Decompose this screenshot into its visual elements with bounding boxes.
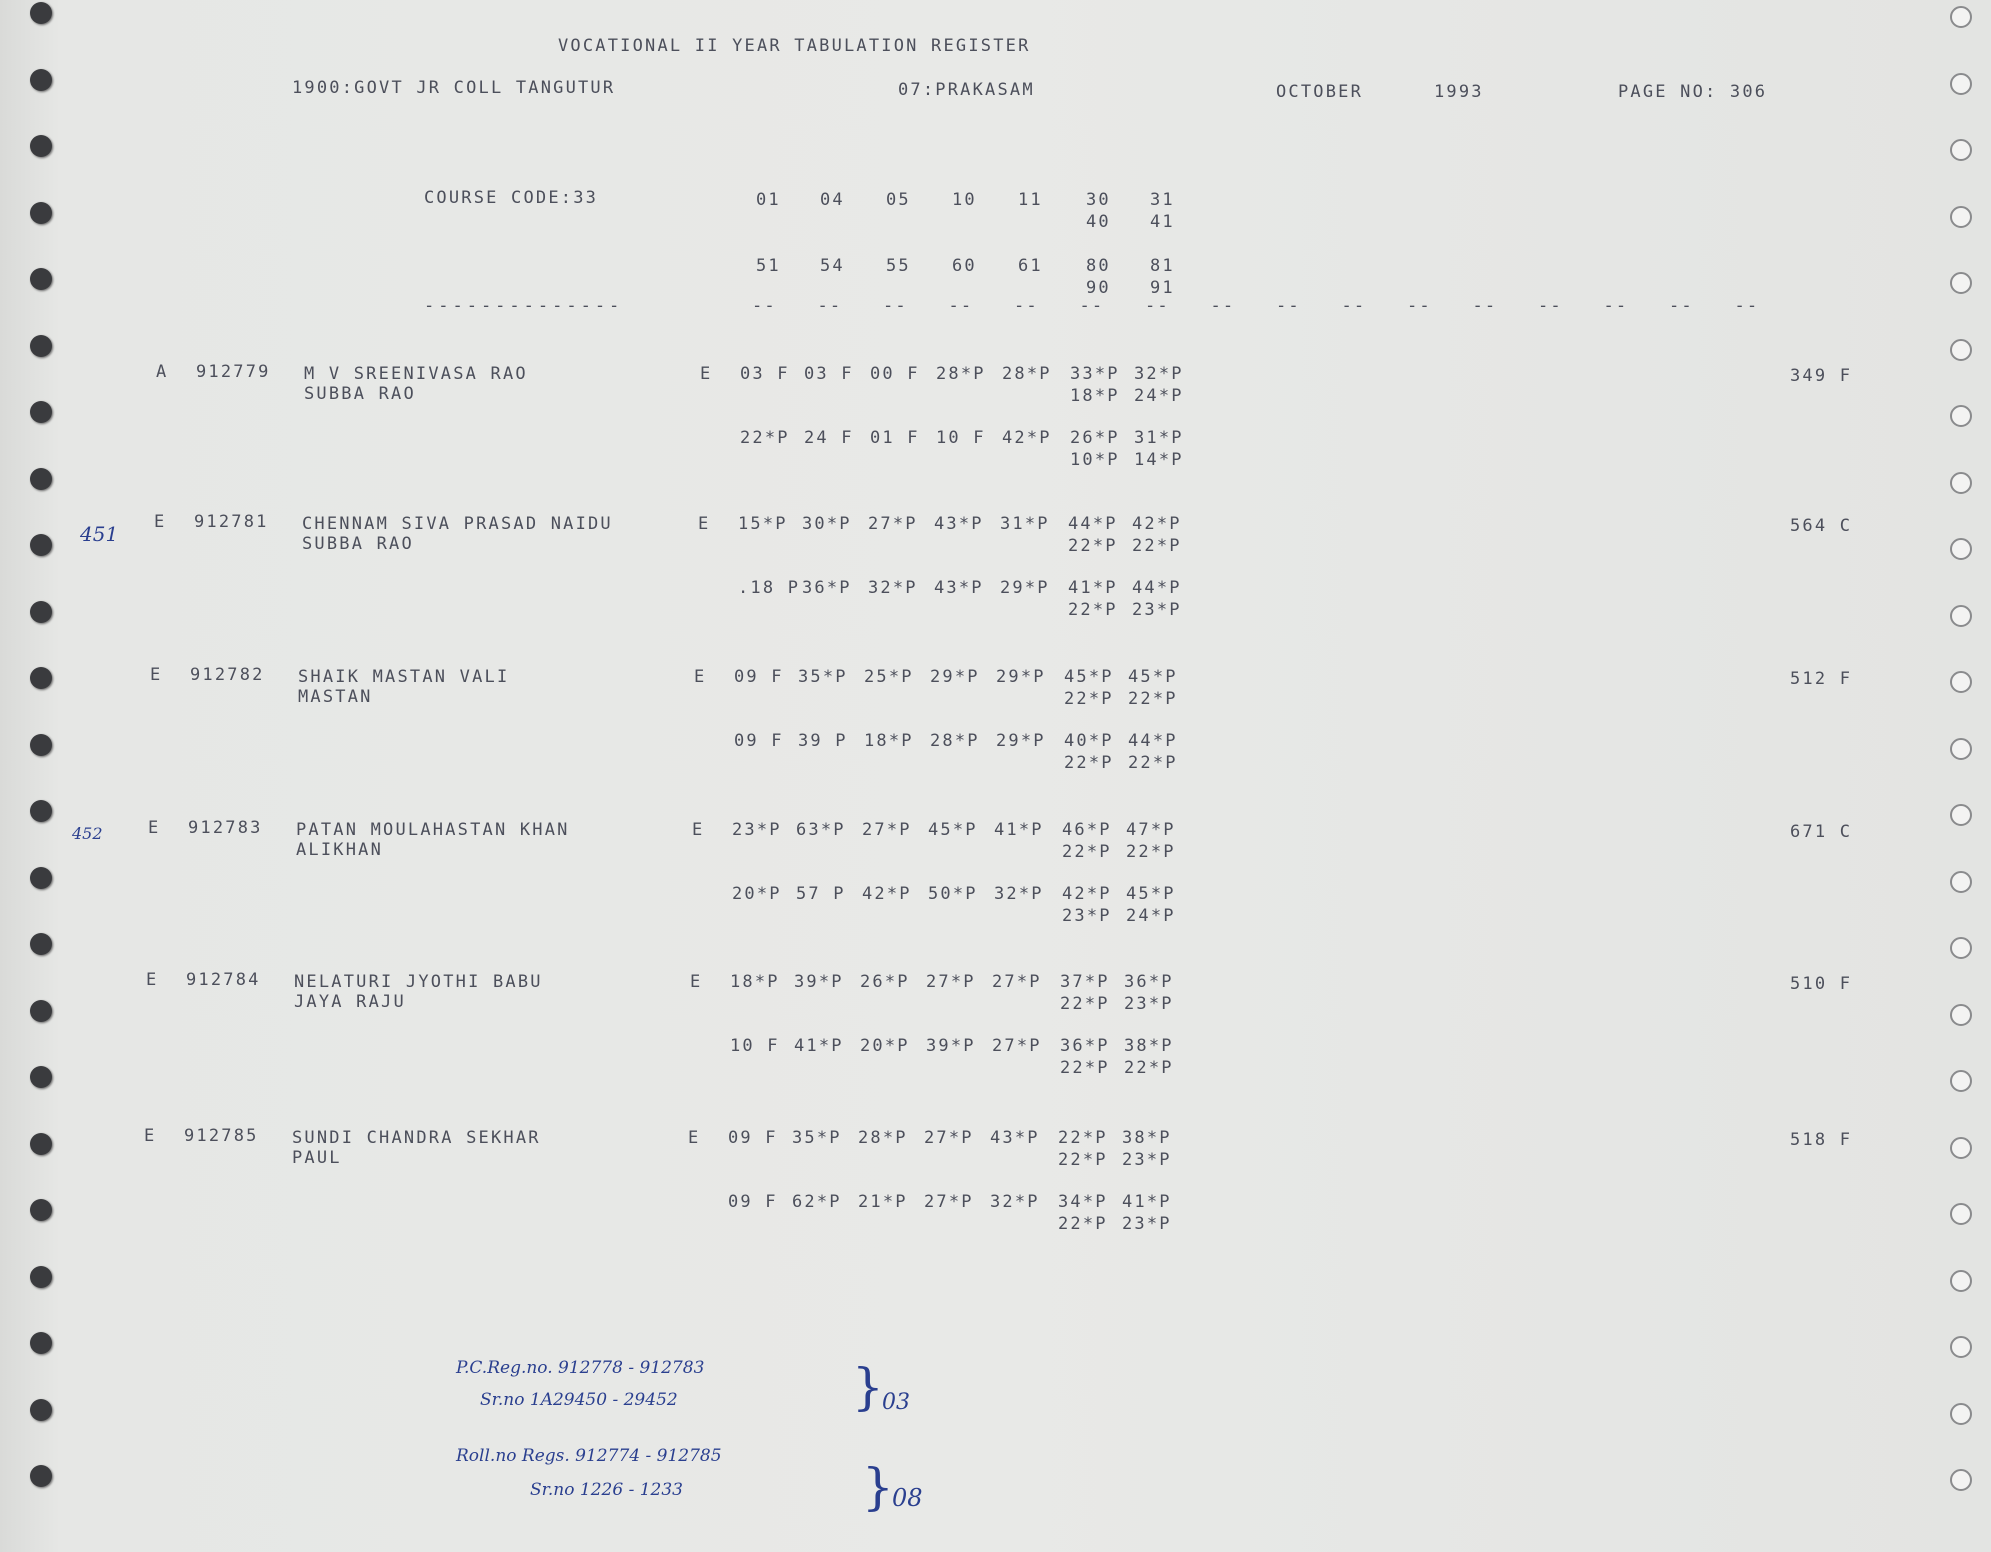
first-year-mark: 22*P	[1068, 536, 1118, 556]
student-name: CHENNAM SIVA PRASAD NAIDU	[302, 514, 613, 534]
subject-code: 51	[756, 256, 781, 276]
feed-hole	[30, 734, 52, 756]
first-year-mark: 22*P	[1060, 994, 1110, 1014]
column-dash: --	[1407, 296, 1432, 316]
second-year-mark: 42*P	[862, 884, 912, 904]
second-year-mark: .18 P	[738, 578, 801, 598]
second-year-mark: 36*P	[802, 578, 852, 598]
second-year-mark: 23*P	[1122, 1214, 1172, 1234]
feed-hole	[1950, 871, 1972, 893]
feed-hole	[30, 468, 52, 490]
subject-code: 30	[1086, 190, 1111, 210]
second-year-mark: 44*P	[1132, 578, 1182, 598]
first-year-mark: 35*P	[792, 1128, 842, 1148]
total-result: 512 F	[1790, 669, 1853, 689]
feed-hole	[1950, 671, 1972, 693]
student-category: E	[148, 818, 161, 838]
total-result: 564 C	[1790, 516, 1853, 536]
subject-code: 61	[1018, 256, 1043, 276]
first-year-mark: 28*P	[1002, 364, 1052, 384]
feed-hole	[30, 1000, 52, 1022]
first-year-mark: 00 F	[870, 364, 920, 384]
feed-hole	[30, 1199, 52, 1221]
column-dash: --	[1079, 296, 1105, 316]
first-year-mark: 03 F	[740, 364, 790, 384]
father-name: SUBBA RAO	[302, 534, 414, 554]
second-year-mark: 26*P	[1070, 428, 1120, 448]
roll-number: 912782	[190, 665, 265, 685]
first-year-mark: 31*P	[1000, 514, 1050, 534]
second-year-mark: 31*P	[1134, 428, 1184, 448]
second-year-mark: 24*P	[1126, 906, 1176, 926]
first-year-mark: 27*P	[926, 972, 976, 992]
feed-hole	[1950, 1336, 1972, 1358]
feed-hole	[1950, 206, 1972, 228]
column-dash: --	[948, 296, 974, 316]
feed-hole	[1950, 1070, 1972, 1092]
roll-number: 912779	[196, 362, 271, 382]
subject-code: 01	[756, 190, 781, 210]
subject-code: 40	[1086, 212, 1111, 232]
margin-note-452: 452	[72, 824, 103, 843]
first-year-mark: 15*P	[738, 514, 788, 534]
father-name: PAUL	[292, 1148, 342, 1168]
first-year-mark: 63*P	[796, 820, 846, 840]
first-year-mark: 23*P	[732, 820, 782, 840]
feed-hole	[30, 601, 52, 623]
second-year-mark: 22*P	[1124, 1058, 1174, 1078]
feed-hole	[1950, 738, 1972, 760]
second-year-mark: 20*P	[860, 1036, 910, 1056]
first-year-mark: 28*P	[858, 1128, 908, 1148]
feed-hole	[30, 69, 52, 91]
first-year-mark: 45*P	[1064, 667, 1114, 687]
father-name: ALIKHAN	[296, 840, 384, 860]
column-dash: --	[883, 296, 908, 316]
column-dash: --	[1145, 296, 1170, 316]
register-title: VOCATIONAL II YEAR TABULATION REGISTER	[558, 36, 1031, 56]
first-year-mark: 37*P	[1060, 972, 1110, 992]
subject-code: 10	[952, 190, 977, 210]
total-result: 671 C	[1790, 822, 1853, 842]
medium-code: E	[690, 972, 703, 992]
left-tractor-holes	[30, 0, 70, 1552]
subject-code: 91	[1150, 278, 1175, 298]
second-year-mark: 24 F	[804, 428, 854, 448]
second-year-mark: 23*P	[1062, 906, 1112, 926]
first-year-mark: 28*P	[936, 364, 986, 384]
student-name: SUNDI CHANDRA SEKHAR	[292, 1128, 541, 1148]
first-year-mark: 24*P	[1134, 386, 1184, 406]
student-category: E	[154, 512, 167, 532]
second-year-mark: 42*P	[1062, 884, 1112, 904]
second-year-mark: 14*P	[1134, 450, 1184, 470]
father-name: MASTAN	[298, 687, 373, 707]
second-year-mark: 10*P	[1070, 450, 1120, 470]
second-year-mark: 28*P	[930, 731, 980, 751]
exam-month: OCTOBER	[1276, 82, 1364, 102]
first-year-mark: 39*P	[794, 972, 844, 992]
roll-number: 912783	[188, 818, 263, 838]
medium-code: E	[698, 514, 711, 534]
college-name: 1900:GOVT JR COLL TANGUTUR	[292, 78, 616, 98]
column-dash: --	[1603, 296, 1629, 316]
first-year-mark: 22*P	[1064, 689, 1114, 709]
second-year-mark: 41*P	[1122, 1192, 1172, 1212]
first-year-mark: 33*P	[1070, 364, 1120, 384]
first-year-mark: 44*P	[1068, 514, 1118, 534]
second-year-mark: 22*P	[1058, 1214, 1108, 1234]
handwritten-count: 03	[882, 1390, 910, 1415]
roll-number: 912781	[194, 512, 269, 532]
first-year-mark: 41*P	[994, 820, 1044, 840]
student-category: E	[146, 970, 159, 990]
first-year-mark: 45*P	[928, 820, 978, 840]
feed-hole	[30, 135, 52, 157]
margin-note-451: 451	[80, 522, 119, 546]
first-year-mark: 18*P	[730, 972, 780, 992]
student-category: E	[150, 665, 163, 685]
course-code: COURSE CODE:33	[424, 188, 599, 208]
feed-hole	[1950, 605, 1972, 627]
student-category: A	[156, 362, 169, 382]
feed-hole	[1950, 538, 1972, 560]
second-year-mark: 36*P	[1060, 1036, 1110, 1056]
feed-hole	[1950, 339, 1972, 361]
feed-hole	[30, 933, 52, 955]
feed-hole	[1950, 1137, 1972, 1159]
subject-code: 11	[1018, 190, 1043, 210]
feed-hole	[30, 1133, 52, 1155]
second-year-mark: 57 P	[796, 884, 846, 904]
feed-hole	[1950, 139, 1972, 161]
second-year-mark: 32*P	[990, 1192, 1040, 1212]
feed-hole	[30, 335, 52, 357]
first-year-mark: 22*P	[1058, 1150, 1108, 1170]
second-year-mark: 22*P	[1060, 1058, 1110, 1078]
column-dash: --	[1276, 296, 1301, 316]
brace-mark: }	[862, 1458, 894, 1516]
second-year-mark: 44*P	[1128, 731, 1178, 751]
first-year-mark: 30*P	[802, 514, 852, 534]
feed-hole	[30, 1066, 52, 1088]
feed-hole	[1950, 1469, 1972, 1491]
feed-hole	[1950, 405, 1972, 427]
brace-mark: }	[852, 1358, 884, 1416]
second-year-mark: 39*P	[926, 1036, 976, 1056]
feed-hole	[30, 401, 52, 423]
feed-hole	[1950, 6, 1972, 28]
first-year-mark: 42*P	[1132, 514, 1182, 534]
subject-code: 90	[1086, 278, 1111, 298]
subject-code: 31	[1150, 190, 1175, 210]
student-name: PATAN MOULAHASTAN KHAN	[296, 820, 570, 840]
first-year-mark: 22*P	[1132, 536, 1182, 556]
subject-code: 60	[952, 256, 977, 276]
feed-hole	[30, 1332, 52, 1354]
second-year-mark: 62*P	[792, 1192, 842, 1212]
second-year-mark: 22*P	[1064, 753, 1114, 773]
right-tractor-holes	[1948, 0, 1988, 1552]
student-category: E	[144, 1126, 157, 1146]
first-year-mark: 18*P	[1070, 386, 1120, 406]
feed-hole	[1950, 804, 1972, 826]
father-name: SUBBA RAO	[304, 384, 416, 404]
second-year-mark: 41*P	[1068, 578, 1118, 598]
second-year-mark: 23*P	[1132, 600, 1182, 620]
handwritten-note-line: Sr.no 1226 - 1233	[530, 1480, 683, 1500]
second-year-mark: 22*P	[1068, 600, 1118, 620]
medium-code: E	[700, 364, 713, 384]
subject-code: 81	[1150, 256, 1175, 276]
handwritten-note-line: P.C.Reg.no. 912778 - 912783	[456, 1358, 705, 1378]
second-year-mark: 50*P	[928, 884, 978, 904]
first-year-mark: 27*P	[924, 1128, 974, 1148]
second-year-mark: 32*P	[994, 884, 1044, 904]
second-year-mark: 18*P	[864, 731, 914, 751]
handwritten-count: 08	[892, 1484, 923, 1512]
first-year-mark: 43*P	[934, 514, 984, 534]
first-year-mark: 23*P	[1124, 994, 1174, 1014]
second-year-mark: 38*P	[1124, 1036, 1174, 1056]
feed-hole	[30, 1399, 52, 1421]
first-year-mark: 22*P	[1128, 689, 1178, 709]
exam-year: 1993	[1434, 82, 1484, 102]
column-dash: --	[1669, 296, 1694, 316]
second-year-mark: 41*P	[794, 1036, 844, 1056]
student-name: SHAIK MASTAN VALI	[298, 667, 510, 687]
second-year-mark: 22*P	[740, 428, 790, 448]
first-year-mark: 26*P	[860, 972, 910, 992]
feed-hole	[1950, 272, 1972, 294]
first-year-mark: 27*P	[992, 972, 1042, 992]
second-year-mark: 22*P	[1128, 753, 1178, 773]
second-year-mark: 10 F	[730, 1036, 780, 1056]
feed-hole	[30, 202, 52, 224]
first-year-mark: 47*P	[1126, 820, 1176, 840]
handwritten-note-line: Roll.no Regs. 912774 - 912785	[456, 1446, 722, 1466]
second-year-mark: 09 F	[728, 1192, 778, 1212]
column-dash: --	[1014, 296, 1039, 316]
feed-hole	[30, 2, 52, 24]
second-year-mark: 43*P	[934, 578, 984, 598]
subject-code: 54	[820, 256, 845, 276]
column-dash: --	[1734, 296, 1760, 316]
medium-code: E	[694, 667, 707, 687]
column-dash: --	[1472, 296, 1498, 316]
feed-hole	[1950, 1270, 1972, 1292]
feed-hole	[30, 534, 52, 556]
column-dash: --	[752, 296, 777, 316]
first-year-mark: 22*P	[1062, 842, 1112, 862]
medium-code: E	[688, 1128, 701, 1148]
second-year-mark: 32*P	[868, 578, 918, 598]
first-year-mark: 38*P	[1122, 1128, 1172, 1148]
course-underline: --------------	[424, 296, 624, 316]
subject-code: 55	[886, 256, 911, 276]
feed-hole	[30, 1465, 52, 1487]
feed-hole	[1950, 472, 1972, 494]
column-dash: --	[1210, 296, 1236, 316]
first-year-mark: 22*P	[1126, 842, 1176, 862]
total-result: 510 F	[1790, 974, 1853, 994]
first-year-mark: 23*P	[1122, 1150, 1172, 1170]
feed-hole	[1950, 1203, 1972, 1225]
first-year-mark: 35*P	[798, 667, 848, 687]
page-number: PAGE NO: 306	[1618, 82, 1768, 102]
feed-hole	[1950, 1004, 1972, 1026]
column-dash: --	[817, 296, 843, 316]
feed-hole	[1950, 937, 1972, 959]
second-year-mark: 29*P	[1000, 578, 1050, 598]
student-name: NELATURI JYOTHI BABU	[294, 972, 543, 992]
first-year-mark: 22*P	[1058, 1128, 1108, 1148]
feed-hole	[30, 667, 52, 689]
student-name: M V SREENIVASA RAO	[304, 364, 528, 384]
first-year-mark: 36*P	[1124, 972, 1174, 992]
feed-hole	[1950, 1403, 1972, 1425]
second-year-mark: 39 P	[798, 731, 848, 751]
second-year-mark: 29*P	[996, 731, 1046, 751]
second-year-mark: 42*P	[1002, 428, 1052, 448]
first-year-mark: 43*P	[990, 1128, 1040, 1148]
first-year-mark: 03 F	[804, 364, 854, 384]
first-year-mark: 09 F	[734, 667, 784, 687]
feed-hole	[30, 867, 52, 889]
second-year-mark: 40*P	[1064, 731, 1114, 751]
feed-hole	[30, 800, 52, 822]
roll-number: 912784	[186, 970, 261, 990]
second-year-mark: 21*P	[858, 1192, 908, 1212]
feed-hole	[30, 1266, 52, 1288]
first-year-mark: 29*P	[930, 667, 980, 687]
first-year-mark: 32*P	[1134, 364, 1184, 384]
first-year-mark: 25*P	[864, 667, 914, 687]
handwritten-note-line: Sr.no 1A29450 - 29452	[480, 1390, 678, 1410]
father-name: JAYA RAJU	[294, 992, 406, 1012]
first-year-mark: 46*P	[1062, 820, 1112, 840]
roll-number: 912785	[184, 1126, 259, 1146]
second-year-mark: 34*P	[1058, 1192, 1108, 1212]
total-result: 518 F	[1790, 1130, 1853, 1150]
second-year-mark: 01 F	[870, 428, 920, 448]
subject-code: 04	[820, 190, 845, 210]
second-year-mark: 09 F	[734, 731, 784, 751]
feed-hole	[30, 268, 52, 290]
first-year-mark: 27*P	[868, 514, 918, 534]
second-year-mark: 27*P	[924, 1192, 974, 1212]
second-year-mark: 10 F	[936, 428, 986, 448]
first-year-mark: 45*P	[1128, 667, 1178, 687]
column-dash: --	[1341, 296, 1367, 316]
second-year-mark: 27*P	[992, 1036, 1042, 1056]
second-year-mark: 20*P	[732, 884, 782, 904]
medium-code: E	[692, 820, 705, 840]
first-year-mark: 09 F	[728, 1128, 778, 1148]
subject-code: 41	[1150, 212, 1175, 232]
first-year-mark: 27*P	[862, 820, 912, 840]
feed-hole	[1950, 73, 1972, 95]
second-year-mark: 45*P	[1126, 884, 1176, 904]
subject-code: 80	[1086, 256, 1111, 276]
column-dash: --	[1538, 296, 1563, 316]
total-result: 349 F	[1790, 366, 1853, 386]
subject-code: 05	[886, 190, 911, 210]
district-name: 07:PRAKASAM	[898, 80, 1035, 100]
first-year-mark: 29*P	[996, 667, 1046, 687]
